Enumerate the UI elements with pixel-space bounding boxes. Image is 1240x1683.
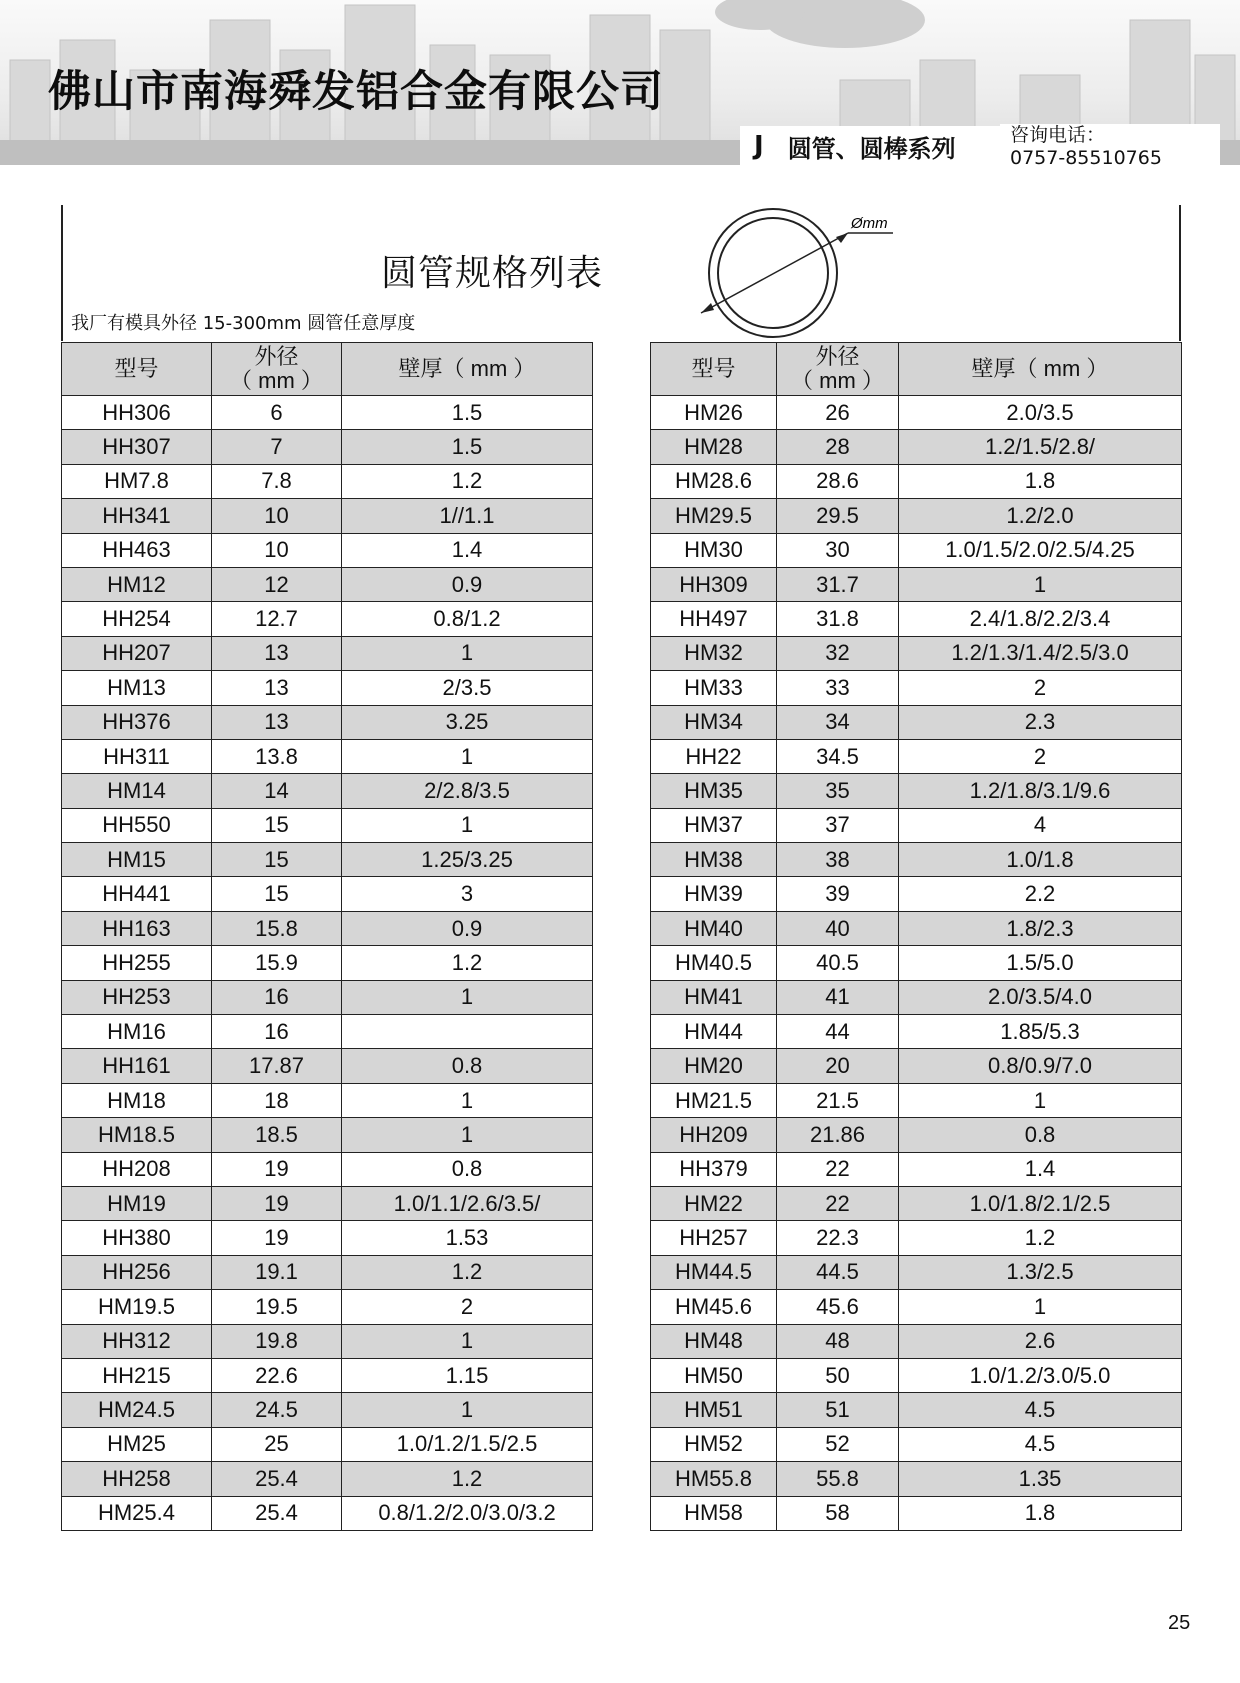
header-wall-thickness: 壁厚（ mm ）: [899, 343, 1182, 396]
outer-diameter-cell: 15: [212, 843, 342, 877]
wall-thickness-cell: 1: [342, 1393, 593, 1427]
wall-thickness-cell: 2: [342, 1290, 593, 1324]
wall-thickness-cell: 1.0/1.2/1.5/2.5: [342, 1427, 593, 1461]
model-cell: HH258: [62, 1462, 212, 1496]
outer-diameter-cell: 25.4: [212, 1462, 342, 1496]
table-row: [651, 774, 1182, 808]
wall-thickness-cell: 1.35: [899, 1462, 1182, 1496]
model-cell: HM45.6: [651, 1290, 777, 1324]
table-row: [62, 1015, 593, 1049]
wall-thickness-cell: 1: [899, 1083, 1182, 1117]
outer-diameter-cell: 19.5: [212, 1290, 342, 1324]
wall-thickness-cell: 1: [899, 567, 1182, 601]
model-cell: HM34: [651, 705, 777, 739]
model-cell: HH306: [62, 396, 212, 430]
table-row: [651, 1496, 1182, 1530]
model-cell: HM18.5: [62, 1118, 212, 1152]
table-row: [651, 946, 1182, 980]
model-cell: HH463: [62, 533, 212, 567]
table-row: [651, 911, 1182, 945]
model-cell: HH550: [62, 808, 212, 842]
wall-thickness-cell: 1.2: [342, 464, 593, 498]
spec-table-left: [61, 342, 593, 1531]
wall-thickness-cell: 2.0/3.5: [899, 396, 1182, 430]
model-cell: HM21.5: [651, 1083, 777, 1117]
wall-thickness-cell: 1.0/1.5/2.0/2.5/4.25: [899, 533, 1182, 567]
outer-diameter-cell: 33: [777, 671, 899, 705]
model-cell: HH161: [62, 1049, 212, 1083]
wall-thickness-cell: 2.2: [899, 877, 1182, 911]
model-cell: HH376: [62, 705, 212, 739]
header-od-line2: （ mm ）: [791, 368, 884, 393]
model-cell: HM40: [651, 911, 777, 945]
contact-label: 咨询电话：: [1010, 124, 1106, 146]
outer-diameter-cell: 15.9: [212, 946, 342, 980]
model-cell: HH312: [62, 1324, 212, 1358]
company-name: 佛山市南海舜发铝合金有限公司: [48, 67, 664, 117]
wall-thickness-cell: 1: [342, 1324, 593, 1358]
model-cell: HH379: [651, 1152, 777, 1186]
model-cell: HM25.4: [62, 1496, 212, 1530]
table-row: [62, 464, 593, 498]
wall-thickness-cell: 1: [342, 1083, 593, 1117]
model-cell: HH255: [62, 946, 212, 980]
model-cell: HM28: [651, 430, 777, 464]
model-cell: HM44.5: [651, 1255, 777, 1289]
outer-diameter-cell: 28.6: [777, 464, 899, 498]
table-row: [651, 1462, 1182, 1496]
wall-thickness-cell: 4.5: [899, 1427, 1182, 1461]
wall-thickness-cell: 2/2.8/3.5: [342, 774, 593, 808]
wall-thickness-cell: 1.4: [899, 1152, 1182, 1186]
table-row: [651, 499, 1182, 533]
model-cell: HM41: [651, 980, 777, 1014]
outer-diameter-cell: 15: [212, 877, 342, 911]
outer-diameter-cell: 29.5: [777, 499, 899, 533]
outer-diameter-cell: 7: [212, 430, 342, 464]
table-row: [62, 877, 593, 911]
outer-diameter-cell: 25: [212, 1427, 342, 1461]
outer-diameter-cell: 20: [777, 1049, 899, 1083]
table-row: [651, 808, 1182, 842]
table-row: [651, 533, 1182, 567]
wall-thickness-cell: 1.5/5.0: [899, 946, 1182, 980]
table-row: [62, 1393, 593, 1427]
outer-diameter-cell: 19.1: [212, 1255, 342, 1289]
outer-diameter-cell: 10: [212, 533, 342, 567]
model-cell: HM50: [651, 1358, 777, 1392]
table-row: [651, 1427, 1182, 1461]
wall-thickness-cell: 2.0/3.5/4.0: [899, 980, 1182, 1014]
wall-thickness-cell: 0.8/0.9/7.0: [899, 1049, 1182, 1083]
model-cell: HM13: [62, 671, 212, 705]
wall-thickness-cell: 1.53: [342, 1221, 593, 1255]
header-model: 型号: [651, 343, 777, 396]
wall-thickness-cell: 1.2/1.5/2.8/: [899, 430, 1182, 464]
wall-thickness-cell: 1.85/5.3: [899, 1015, 1182, 1049]
model-cell: HM58: [651, 1496, 777, 1530]
table-row: [651, 671, 1182, 705]
wall-thickness-cell: 1//1.1: [342, 499, 593, 533]
model-cell: HH215: [62, 1358, 212, 1392]
table-row: [62, 1152, 593, 1186]
outer-diameter-cell: 39: [777, 877, 899, 911]
outer-diameter-cell: 13: [212, 636, 342, 670]
outer-diameter-cell: 18: [212, 1083, 342, 1117]
table-header-row: [651, 343, 1182, 396]
table-row: [62, 1358, 593, 1392]
model-cell: HH441: [62, 877, 212, 911]
model-cell: HM48: [651, 1324, 777, 1358]
wall-thickness-cell: 1.0/1.8/2.1/2.5: [899, 1186, 1182, 1220]
outer-diameter-cell: 19: [212, 1221, 342, 1255]
wall-thickness-cell: 1.8: [899, 464, 1182, 498]
outer-diameter-cell: 41: [777, 980, 899, 1014]
model-cell: HM24.5: [62, 1393, 212, 1427]
series-letter: J: [754, 131, 764, 161]
header-outer-diameter: [777, 343, 899, 396]
model-cell: HH256: [62, 1255, 212, 1289]
page-header: [0, 0, 1240, 165]
table-row: [651, 1221, 1182, 1255]
wall-thickness-cell: 1.2: [899, 1221, 1182, 1255]
table-row: [62, 1255, 593, 1289]
series-label: [740, 126, 1000, 165]
table-row: [62, 705, 593, 739]
diameter-label: Ømm: [851, 215, 888, 232]
wall-thickness-cell: 1.0/1.1/2.6/3.5/: [342, 1186, 593, 1220]
title-panel: [61, 205, 1181, 341]
outer-diameter-cell: 21.5: [777, 1083, 899, 1117]
wall-thickness-cell: 1: [899, 1290, 1182, 1324]
wall-thickness-cell: 2: [899, 739, 1182, 773]
outer-diameter-cell: 10: [212, 499, 342, 533]
outer-diameter-cell: 51: [777, 1393, 899, 1427]
table-header-row: [62, 343, 593, 396]
table-body-right: [651, 396, 1182, 1531]
table-row: [651, 1255, 1182, 1289]
wall-thickness-cell: 0.8/1.2: [342, 602, 593, 636]
model-cell: HM19: [62, 1186, 212, 1220]
model-cell: HH208: [62, 1152, 212, 1186]
table-row: [62, 980, 593, 1014]
outer-diameter-cell: 24.5: [212, 1393, 342, 1427]
outer-diameter-cell: 55.8: [777, 1462, 899, 1496]
wall-thickness-cell: 1.2/1.3/1.4/2.5/3.0: [899, 636, 1182, 670]
outer-diameter-cell: 38: [777, 843, 899, 877]
model-cell: HM7.8: [62, 464, 212, 498]
model-cell: HH341: [62, 499, 212, 533]
wall-thickness-cell: 1.15: [342, 1358, 593, 1392]
table-row: [62, 1049, 593, 1083]
outer-diameter-cell: 13.8: [212, 739, 342, 773]
table-row: [651, 1049, 1182, 1083]
outer-diameter-cell: 12.7: [212, 602, 342, 636]
table-row: [651, 877, 1182, 911]
model-cell: HM33: [651, 671, 777, 705]
header-od-line1: 外径: [815, 344, 860, 369]
table-row: [651, 705, 1182, 739]
series-title: 圆管、圆棒系列: [787, 134, 956, 163]
wall-thickness-cell: 1.0/1.2/3.0/5.0: [899, 1358, 1182, 1392]
model-cell: HM40.5: [651, 946, 777, 980]
wall-thickness-cell: [342, 1015, 593, 1049]
table-row: [62, 499, 593, 533]
wall-thickness-cell: 1.8/2.3: [899, 911, 1182, 945]
table-row: [62, 1083, 593, 1117]
table-row: [62, 1186, 593, 1220]
outer-diameter-cell: 16: [212, 980, 342, 1014]
wall-thickness-cell: 1: [342, 808, 593, 842]
wall-thickness-cell: 1.5: [342, 396, 593, 430]
table-row: [651, 567, 1182, 601]
table-row: [62, 430, 593, 464]
wall-thickness-cell: 1: [342, 636, 593, 670]
outer-diameter-cell: 58: [777, 1496, 899, 1530]
model-cell: HH307: [62, 430, 212, 464]
table-row: [62, 1118, 593, 1152]
table-row: [62, 636, 593, 670]
outer-diameter-cell: 19: [212, 1186, 342, 1220]
outer-diameter-cell: 34: [777, 705, 899, 739]
table-row: [62, 1221, 593, 1255]
model-cell: HM38: [651, 843, 777, 877]
table-row: [62, 774, 593, 808]
outer-diameter-cell: 50: [777, 1358, 899, 1392]
outer-diameter-cell: 28: [777, 430, 899, 464]
model-cell: HH22: [651, 739, 777, 773]
header-model: 型号: [62, 343, 212, 396]
outer-diameter-cell: 31.7: [777, 567, 899, 601]
header-outer-diameter: [212, 343, 342, 396]
wall-thickness-cell: 1: [342, 739, 593, 773]
model-cell: HH254: [62, 602, 212, 636]
outer-diameter-cell: 40.5: [777, 946, 899, 980]
outer-diameter-cell: 52: [777, 1427, 899, 1461]
model-cell: HM14: [62, 774, 212, 808]
outer-diameter-cell: 48: [777, 1324, 899, 1358]
model-cell: HM18: [62, 1083, 212, 1117]
wall-thickness-cell: 1.2/1.8/3.1/9.6: [899, 774, 1182, 808]
outer-diameter-cell: 40: [777, 911, 899, 945]
wall-thickness-cell: 1: [342, 1118, 593, 1152]
table-row: [651, 1015, 1182, 1049]
outer-diameter-cell: 45.6: [777, 1290, 899, 1324]
table-row: [651, 636, 1182, 670]
table-row: [62, 1290, 593, 1324]
contact-phone: 0757-85510765: [1010, 147, 1162, 165]
table-row: [62, 1496, 593, 1530]
model-cell: HM19.5: [62, 1290, 212, 1324]
model-cell: HH257: [651, 1221, 777, 1255]
table-row: [651, 602, 1182, 636]
outer-diameter-cell: 35: [777, 774, 899, 808]
wall-thickness-cell: 1.3/2.5: [899, 1255, 1182, 1289]
outer-diameter-cell: 12: [212, 567, 342, 601]
wall-thickness-cell: 2.4/1.8/2.2/3.4: [899, 602, 1182, 636]
model-cell: HH311: [62, 739, 212, 773]
model-cell: HM32: [651, 636, 777, 670]
wall-thickness-cell: 1: [342, 980, 593, 1014]
tube-diagram: [638, 205, 898, 341]
model-cell: HM29.5: [651, 499, 777, 533]
model-cell: HM35: [651, 774, 777, 808]
outer-diameter-cell: 22: [777, 1186, 899, 1220]
outer-diameter-cell: 19.8: [212, 1324, 342, 1358]
mould-note: 我厂有模具外径 15-300mm 圆管任意厚度: [71, 313, 416, 334]
model-cell: HH253: [62, 980, 212, 1014]
model-cell: HM22: [651, 1186, 777, 1220]
outer-diameter-cell: 19: [212, 1152, 342, 1186]
model-cell: HM26: [651, 396, 777, 430]
table-row: [62, 843, 593, 877]
table-row: [651, 1152, 1182, 1186]
outer-diameter-cell: 22.3: [777, 1221, 899, 1255]
outer-diameter-cell: 15: [212, 808, 342, 842]
wall-thickness-cell: 4.5: [899, 1393, 1182, 1427]
wall-thickness-cell: 3: [342, 877, 593, 911]
spec-table-right: [650, 342, 1182, 1531]
model-cell: HM44: [651, 1015, 777, 1049]
wall-thickness-cell: 0.9: [342, 567, 593, 601]
outer-diameter-cell: 18.5: [212, 1118, 342, 1152]
table-row: [62, 1427, 593, 1461]
wall-thickness-cell: 0.8/1.2/2.0/3.0/3.2: [342, 1496, 593, 1530]
outer-diameter-cell: 25.4: [212, 1496, 342, 1530]
model-cell: HM37: [651, 808, 777, 842]
model-cell: HH380: [62, 1221, 212, 1255]
wall-thickness-cell: 1.0/1.8: [899, 843, 1182, 877]
model-cell: HH207: [62, 636, 212, 670]
table-row: [651, 1324, 1182, 1358]
model-cell: HM15: [62, 843, 212, 877]
wall-thickness-cell: 1.8: [899, 1496, 1182, 1530]
outer-diameter-cell: 22: [777, 1152, 899, 1186]
outer-diameter-cell: 14: [212, 774, 342, 808]
table-row: [651, 1186, 1182, 1220]
table-row: [62, 602, 593, 636]
wall-thickness-cell: 1.25/3.25: [342, 843, 593, 877]
model-cell: HM51: [651, 1393, 777, 1427]
model-cell: HH163: [62, 911, 212, 945]
outer-diameter-cell: 44.5: [777, 1255, 899, 1289]
outer-diameter-cell: 34.5: [777, 739, 899, 773]
wall-thickness-cell: 1.4: [342, 533, 593, 567]
header-od-line2: （ mm ）: [230, 368, 323, 393]
outer-diameter-cell: 17.87: [212, 1049, 342, 1083]
table-row: [651, 1393, 1182, 1427]
table-row: [62, 1462, 593, 1496]
outer-diameter-cell: 13: [212, 705, 342, 739]
outer-diameter-cell: 44: [777, 1015, 899, 1049]
contact-info: [1000, 124, 1220, 165]
outer-diameter-cell: 37: [777, 808, 899, 842]
outer-diameter-cell: 30: [777, 533, 899, 567]
outer-diameter-cell: 13: [212, 671, 342, 705]
table-row: [62, 1324, 593, 1358]
table-row: [651, 1083, 1182, 1117]
outer-diameter-cell: 32: [777, 636, 899, 670]
table-row: [62, 567, 593, 601]
wall-thickness-cell: 2.6: [899, 1324, 1182, 1358]
outer-diameter-cell: 15.8: [212, 911, 342, 945]
wall-thickness-cell: 0.8: [342, 1049, 593, 1083]
wall-thickness-cell: 1.5: [342, 430, 593, 464]
table-row: [651, 739, 1182, 773]
outer-diameter-cell: 16: [212, 1015, 342, 1049]
outer-diameter-cell: 6: [212, 396, 342, 430]
model-cell: HM20: [651, 1049, 777, 1083]
model-cell: HM12: [62, 567, 212, 601]
model-cell: HH209: [651, 1118, 777, 1152]
table-row: [651, 464, 1182, 498]
table-row: [62, 946, 593, 980]
outer-diameter-cell: 22.6: [212, 1358, 342, 1392]
wall-thickness-cell: 1.2: [342, 946, 593, 980]
outer-diameter-cell: 26: [777, 396, 899, 430]
model-cell: HM28.6: [651, 464, 777, 498]
wall-thickness-cell: 1.2: [342, 1255, 593, 1289]
table-row: [651, 1290, 1182, 1324]
table-row: [62, 671, 593, 705]
table-row: [651, 980, 1182, 1014]
model-cell: HM55.8: [651, 1462, 777, 1496]
wall-thickness-cell: 0.8: [899, 1118, 1182, 1152]
model-cell: HH309: [651, 567, 777, 601]
wall-thickness-cell: 3.25: [342, 705, 593, 739]
model-cell: HM25: [62, 1427, 212, 1461]
table-row: [651, 396, 1182, 430]
table-row: [62, 911, 593, 945]
wall-thickness-cell: 1.2/2.0: [899, 499, 1182, 533]
wall-thickness-cell: 0.8: [342, 1152, 593, 1186]
table-row: [62, 533, 593, 567]
model-cell: HM39: [651, 877, 777, 911]
page-number: 25: [1168, 1612, 1191, 1634]
table-row: [651, 430, 1182, 464]
header-od-line1: 外径: [254, 344, 299, 369]
outer-diameter-cell: 7.8: [212, 464, 342, 498]
wall-thickness-cell: 2.3: [899, 705, 1182, 739]
table-row: [62, 808, 593, 842]
table-row: [651, 843, 1182, 877]
model-cell: HH497: [651, 602, 777, 636]
model-cell: HM52: [651, 1427, 777, 1461]
model-cell: HM16: [62, 1015, 212, 1049]
outer-diameter-cell: 21.86: [777, 1118, 899, 1152]
wall-thickness-cell: 1.2: [342, 1462, 593, 1496]
wall-thickness-cell: 0.9: [342, 911, 593, 945]
table-row: [651, 1358, 1182, 1392]
wall-thickness-cell: 2: [899, 671, 1182, 705]
wall-thickness-cell: 4: [899, 808, 1182, 842]
header-wall-thickness: 壁厚（ mm ）: [342, 343, 593, 396]
table-body-left: [62, 396, 593, 1531]
table-row: [651, 1118, 1182, 1152]
outer-diameter-cell: 31.8: [777, 602, 899, 636]
model-cell: HM30: [651, 533, 777, 567]
wall-thickness-cell: 2/3.5: [342, 671, 593, 705]
table-row: [62, 739, 593, 773]
page-title: 圆管规格列表: [381, 253, 604, 294]
table-row: [62, 396, 593, 430]
